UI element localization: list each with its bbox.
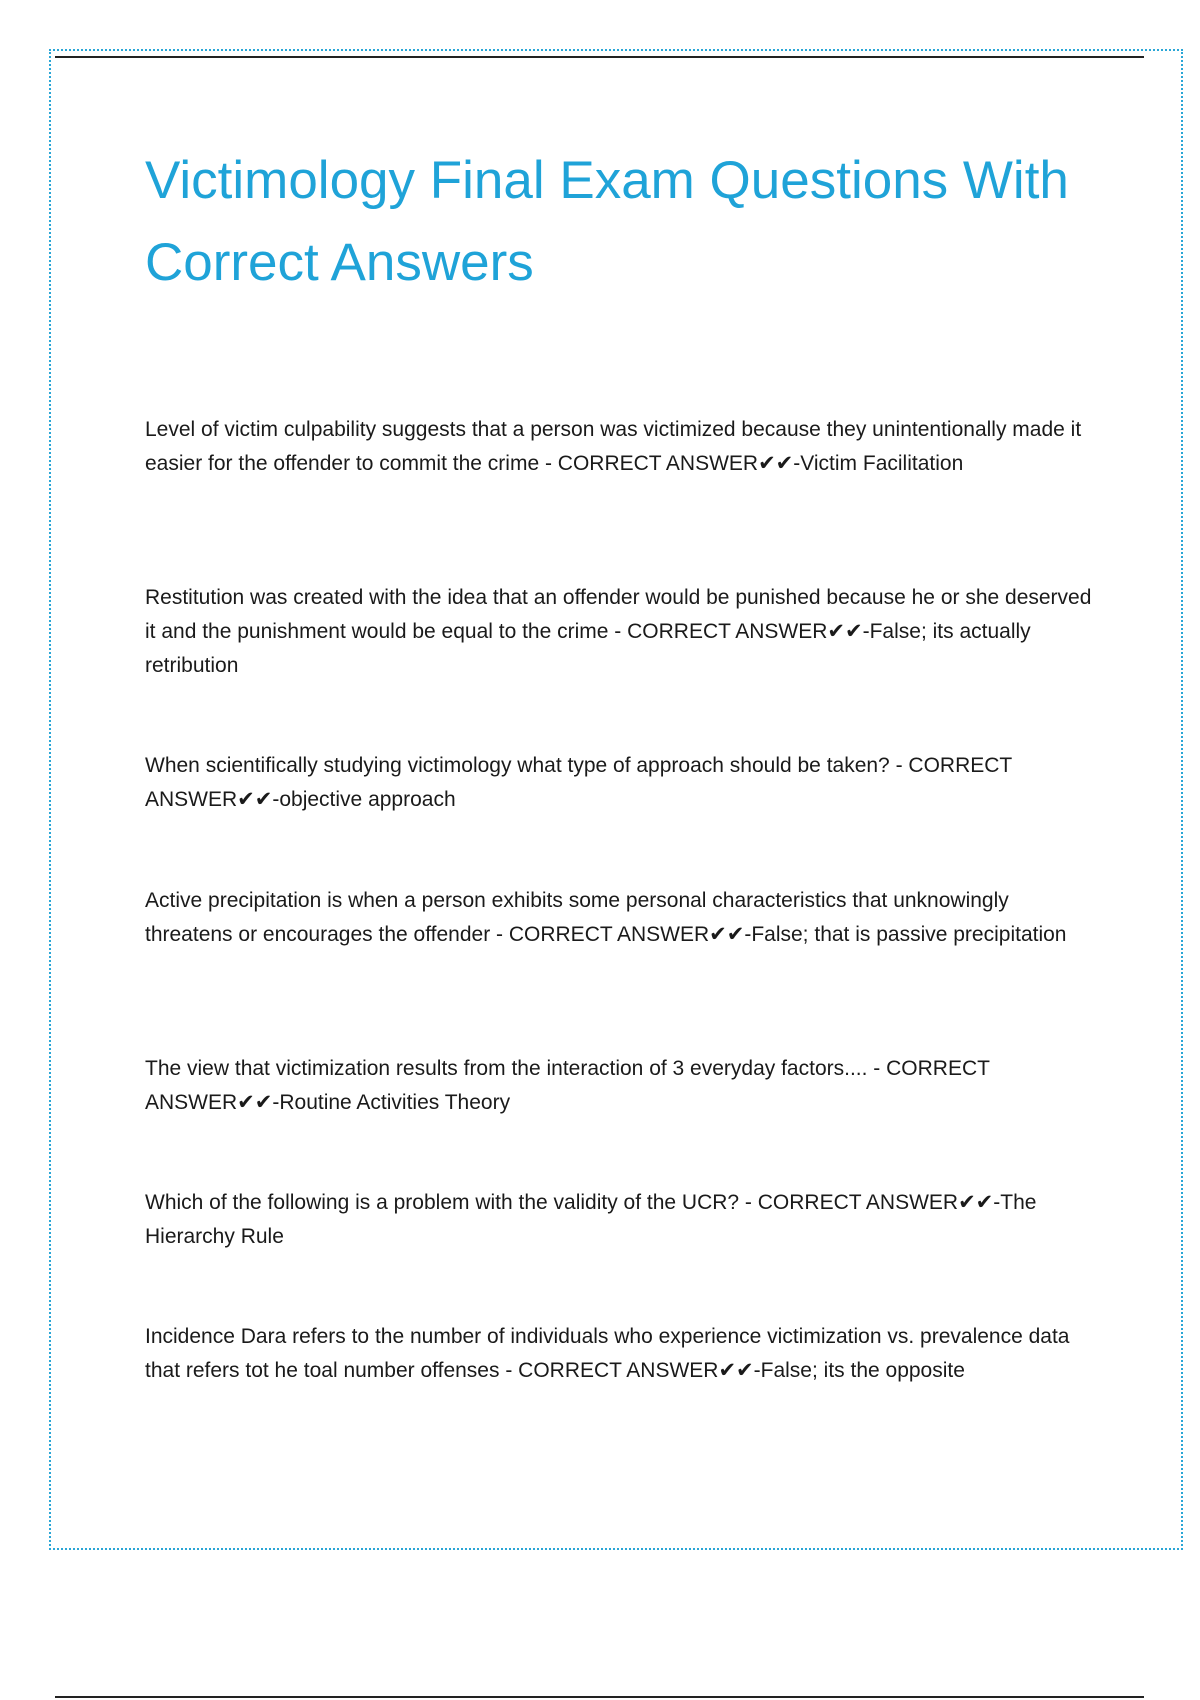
qa-item-6: Which of the following is a problem with the validity of the UCR? - CORRECT ANSWER✔✔-The Hierarchy Rule [145, 1191, 1037, 1248]
top-horizontal-rule [55, 56, 1144, 58]
qa-item-1: Level of victim culpability suggests that a person was victimized because they unintentionally made it easier for the offender to commit the crime - CORRECT ANSWER✔✔-Victim Facilitation [145, 418, 1082, 475]
qa-item-3: When scientifically studying victimology what type of approach should be taken? - CORRECT ANSWER✔✔-objective approach [145, 754, 1012, 811]
qa-item-5: The view that victimization results from the interaction of 3 everyday factors.... - CORRECT ANSWER✔✔-Routine Activities Theory [145, 1057, 990, 1114]
qa-item-7: Incidence Dara refers to the number of individuals who experience victimization vs. prevalence data that refers tot he toal number offenses - CORRECT ANSWER✔✔-False; its the opposite [145, 1325, 1070, 1382]
qa-item-4: Active precipitation is when a person exhibits some personal characteristics that unknowingly threatens or encourages the offender - CORRECT ANSWER✔✔-False; that is passive precipitation [145, 889, 1067, 946]
qa-item-2: Restitution was created with the idea that an offender would be punished because he or she deserved it and the punishment would be equal to the crime - CORRECT ANSWER✔✔-False; its actually retribution [145, 586, 1092, 677]
document-title: Victimology Final Exam Questions With Correct Answers [145, 151, 1069, 292]
bottom-horizontal-rule [55, 1696, 1144, 1698]
